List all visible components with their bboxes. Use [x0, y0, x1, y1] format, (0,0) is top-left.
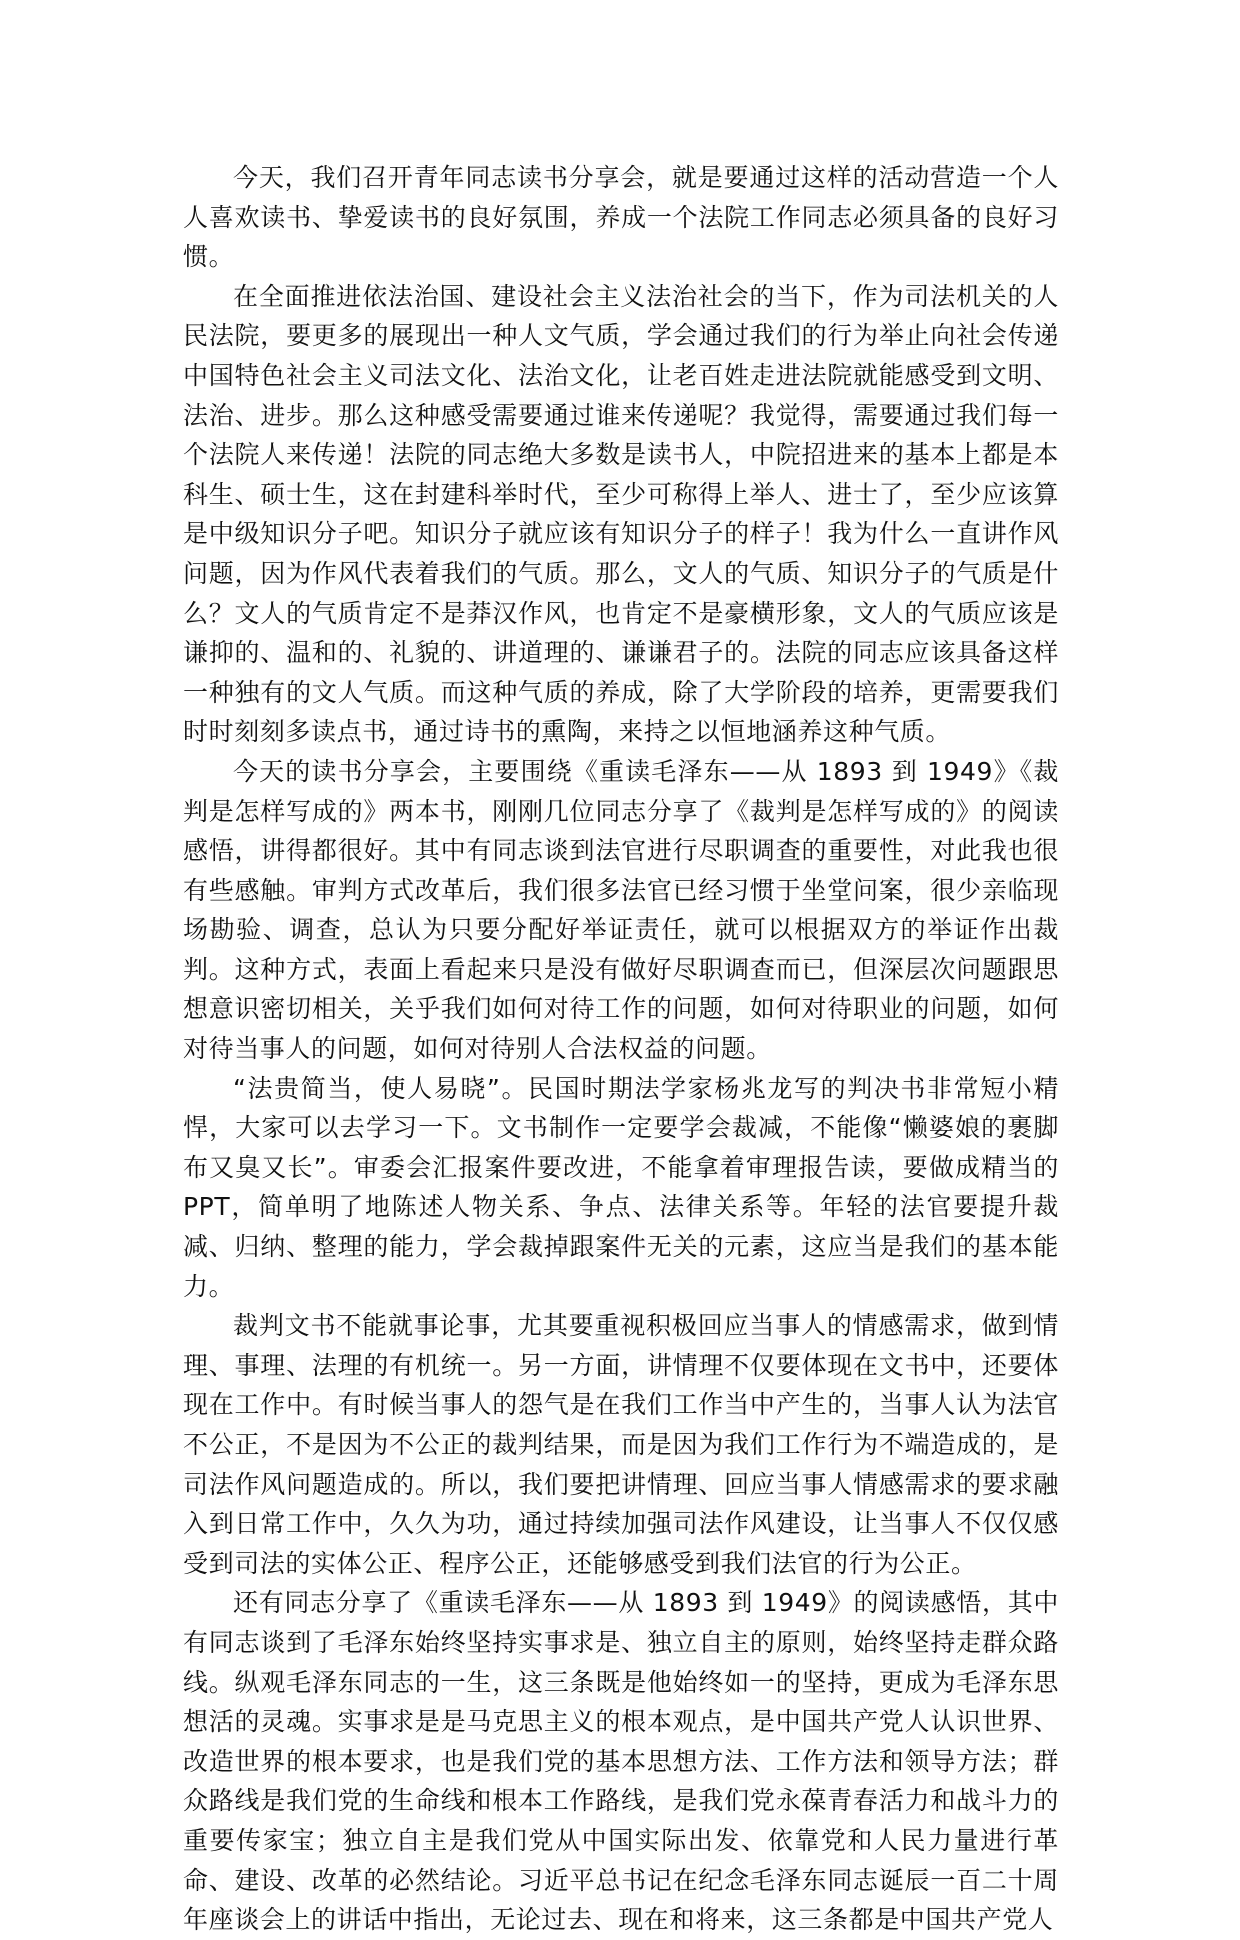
paragraph-5: 裁判文书不能就事论事，尤其要重视积极回应当事人的情感需求，做到情理、事理、法理的有机统一。另一方面，讲情理不仅要体现在文书中，还要体现在工作中。有时候当事人的怨气是在我们工作当中产生的，当事人认为法官不公正，不是因为不公正的裁判结果，而是因为我们工作行为不端造成的，是司法作风问题造成的。所以，我们要把讲情理、回应当事人情感需求的要求融入到日常工作中，久久为功，通过持续加强司法作风建设，让当事人不仅仅感受到司法的实体公正、程序公正，还能够感受到我们法官的行为公正。: [183, 1311, 1059, 1578]
document-body: [183, 158, 1059, 1940]
paragraph-6: 还有同志分享了《重读毛泽东——从 1893 到 1949》的阅读感悟，其中有同志谈到了毛泽东始终坚持实事求是、独立自主的原则，始终坚持走群众路线。纵观毛泽东同志的一生，这三条既是他始终如一的坚持，更成为毛泽东思想活的灵魂。实事求是是马克思主义的根本观点，是中国共产党人认识世界、改造世界的根本要求，也是我们党的基本思想方法、工作方法和领导方法；群众路线是我们党的生命线和根本工作路线，是我们党永葆青春活力和战斗力的重要传家宝；独立自主是我们党从中国实际出发、依靠党和人民力量进行革命、建设、改革的必然结论。习近平总书记在纪念毛泽东同志诞辰一百二十周年座谈会上的讲话中指出，无论过去、现在和将来，这三条都是中国共产党人: [183, 1588, 1059, 1935]
paragraph-4: “法贵简当，使人易晓”。民国时期法学家杨兆龙写的判决书非常短小精悍，大家可以去学习一下。文书制作一定要学会裁减，不能像“懒婆娘的裹脚布又臭又长”。审委会汇报案件要改进，不能拿着审理报告读，要做成精当的 PPT，简单明了地陈述人物关系、争点、法律关系等。年轻的法官要提升裁减、归纳、整理的能力，学会裁掉跟案件无关的元素，这应当是我们的基本能力。: [183, 1073, 1059, 1301]
paragraph-1: 今天，我们召开青年同志读书分享会，就是要通过这样的活动营造一个人人喜欢读书、挚爱读书的良好氛围，养成一个法院工作同志必须具备的良好习惯。: [183, 163, 1059, 272]
paragraph-2: 在全面推进依法治国、建设社会主义法治社会的当下，作为司法机关的人民法院，要更多的展现出一种人文气质，学会通过我们的行为举止向社会传递中国特色社会主义司法文化、法治文化，让老百姓走进法院就能感受到文明、法治、进步。那么这种感受需要通过谁来传递呢？我觉得，需要通过我们每一个法院人来传递！法院的同志绝大多数是读书人，中院招进来的基本上都是本科生、硕士生，这在封建科举时代，至少可称得上举人、进士了，至少应该算是中级知识分子吧。知识分子就应该有知识分子的样子！我为什么一直讲作风问题，因为作风代表着我们的气质。那么，文人的气质、知识分子的气质是什么？文人的气质肯定不是莽汉作风，也肯定不是豪横形象，文人的气质应该是谦抑的、温和的、礼貌的、讲道理的、谦谦君子的。法院的同志应该具备这样一种独有的文人气质。而这种气质的养成，除了大学阶段的培养，更需要我们时时刻刻多读点书，通过诗书的熏陶，来持之以恒地涵养这种气质。: [183, 281, 1059, 747]
paragraph-3: 今天的读书分享会，主要围绕《重读毛泽东——从 1893 到 1949》《裁判是怎样写成的》两本书，刚刚几位同志分享了《裁判是怎样写成的》的阅读感悟，讲得都很好。其中有同志谈到法官进行尽职调查的重要性，对此我也很有些感触。审判方式改革后，我们很多法官已经习惯于坐堂问案，很少亲临现场勘验、调查，总认为只要分配好举证责任，就可以根据双方的举证作出裁判。这种方式，表面上看起来只是没有做好尽职调查而已，但深层次问题跟思想意识密切相关，关乎我们如何对待工作的问题，如何对待职业的问题，如何对待当事人的问题，如何对待别人合法权益的问题。: [183, 756, 1059, 1064]
